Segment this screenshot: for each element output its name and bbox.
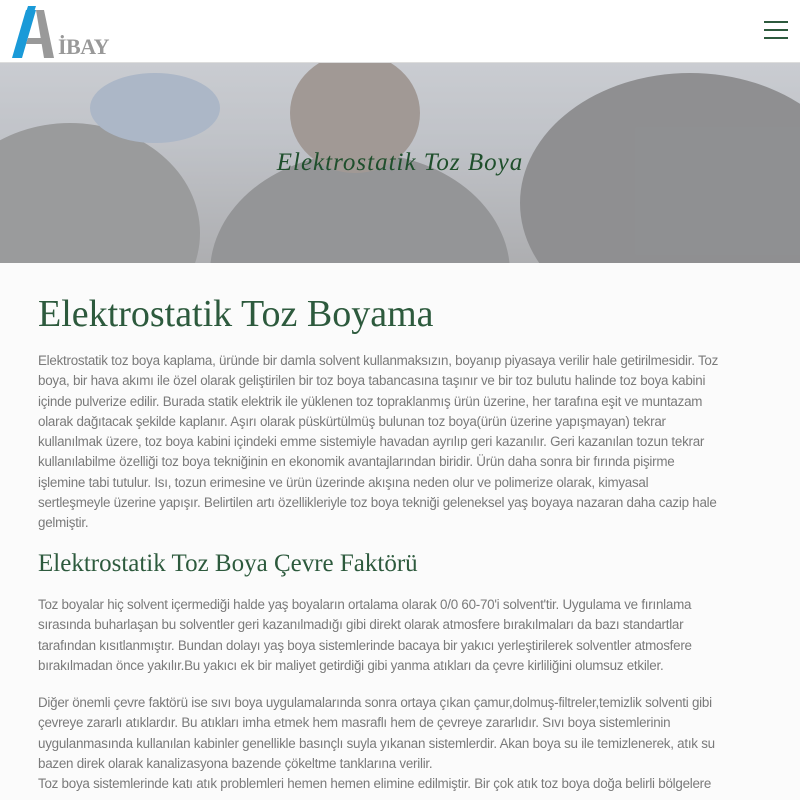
text-line: gelmiştir. (38, 515, 89, 531)
text-line: bazen direk olarak kanalizasyona bazende çökeltme tanklarına verilir. (38, 755, 433, 771)
text-line: Elektrostatik toz boya kaplama, üründe bir damla solvent kullanmaksızın, boyanıp piyasaya verilir hale getirilmesidir. Toz (38, 353, 719, 368)
page-title: Elektrostatik Toz Boyama (38, 293, 434, 335)
hero-banner (0, 63, 800, 263)
hamburger-menu-button[interactable] (764, 20, 788, 40)
logo-a-icon (10, 4, 60, 58)
text-line: Toz boya sistemlerinde katı atık problemleri hemen hemen elimine edilmiştir. Bir çok atık toz boya doğa belirli bölgelere (38, 776, 712, 792)
text-line: kullanılabilme özelliği toz boya tekniğinin en ekonomik avantajlarından biridir. Ürün daha sonra bir fırında pişirme (38, 454, 675, 470)
text-line: içinde pulverize edilir. Burada statik elektrik ile yüklenen toz topraklanmış ürün üzerine, her tarafına eşit ve muntazam (38, 393, 703, 409)
text-line: bırakılmadan önce yakılır.Bu yakıcı ek bir maliyet getirdiği gibi yanma atıkları da çevre kirliliğini olumsuz etkiler. (38, 657, 664, 673)
section-paragraph-1 (38, 595, 692, 676)
text-line: sırasında buharlaşan bu solventler geri kazanılmadığı gibi direkt olarak atmosfere bırakılmaları da bazı standartlar (38, 617, 684, 633)
text-line: işlemine tabi tutulur. Isı, tozun erimesine ve ürün üzerinde akışına neden olur ve polimerize olarak, kimyasal (38, 474, 649, 490)
text-line: boya, bir hava akımı ile özel olarak geliştirilen bir toz boya tabancasına taşınır ve bir toz bulutu halinde toz boya kabini (38, 373, 706, 389)
text-line: Toz boyalar hiç solvent içermediği halde yaş boyaların ortalama olarak 0/0 60-70'i solvent'tir. Uygulama ve fırınlama (38, 597, 692, 612)
hero-title: Elektrostatik Toz Boya (276, 149, 524, 176)
logo-text: İBAY (58, 34, 109, 59)
text-line: tarafından kısıtlanmıştır. Bundan dolayı yaş boya sistemlerinde bacaya bir yakıcı yerleştirilerek solventler atmosfere (38, 637, 692, 653)
text-line: uygulanmasında kullanılan kabinler genellikle basınçlı suyla yıkanan sistemlerdir. Akan boya su ile temizlenerek, atık su (38, 735, 715, 751)
site-header (0, 0, 800, 63)
section-paragraph-2 (38, 693, 715, 794)
text-line: çevreye zararlı atıklardır. Bu atıkları imha etmek hem masraflı hem de çevreye zararlıdır. Sıvı boya sistemlerinin (38, 715, 671, 731)
text-line: olarak dağıtacak şekilde kaplanır. Aşırı olarak püskürtülmüş bulunan toz boya(ürün üzerine yapışmayan) tekrar (38, 413, 666, 429)
text-line: kullanılmak üzere, toz boya kabini içindeki emme sistemiyle havadan ayrılıp geri kazanılır. Geri kazanılan tozun tekrar (38, 434, 705, 450)
text-line: Diğer önemli çevre faktörü ise sıvı boya uygulamalarında sonra ortaya çıkan çamur,dolmuş-filtreler,temizlik solventi gibi (38, 695, 712, 710)
ibay-logo[interactable] (10, 4, 150, 60)
text-line: sertleşmeyle üzerine yapışır. Belirtilen artı özellikleriyle toz boya tekniği geleneksel yaş boyaya nazaran daha cazip hale (38, 495, 717, 511)
intro-paragraph (38, 351, 718, 534)
section-title: Elektrostatik Toz Boya Çevre Faktörü (38, 550, 418, 577)
